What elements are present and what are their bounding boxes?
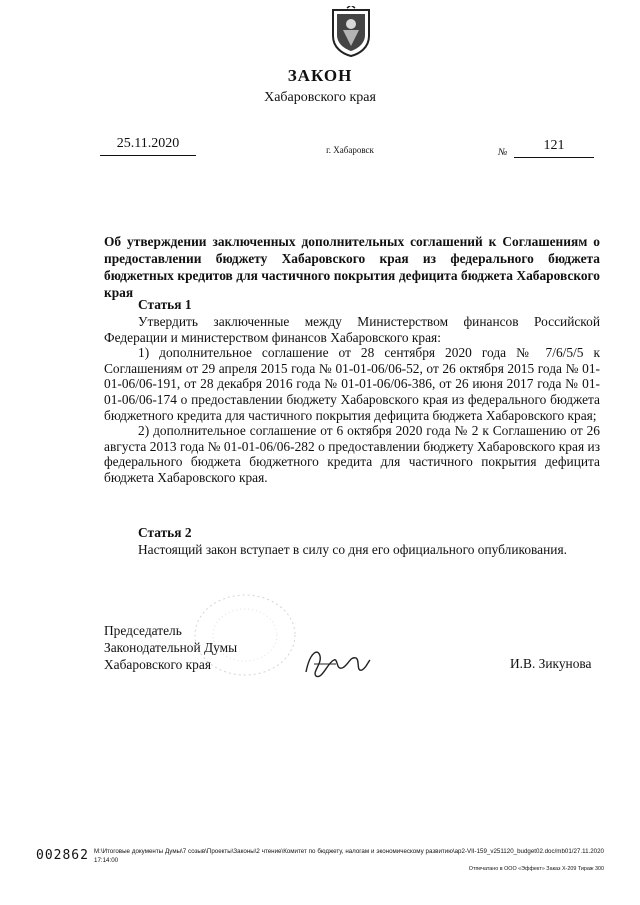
article-2-heading: Статья 2 (138, 525, 192, 540)
signatory-line: Председатель (104, 623, 182, 638)
article-1-paragraph: 2) дополнительное соглашение от 6 октября 2020 года № 2 к Соглашению от 26 августа 2013 года № 01-01-06/06-282 о предоставлении бюджету Хабаровского края из федерального бюджета бюджетного кредита для частичного покрытия дефицита бюджета Хабаровского края. (104, 423, 600, 485)
footer-file-path: M:\Итоговые документы Думы\7 созыв\Проекты\Законы\2 чтение\Комитет по бюджету, налогам и экономическому развитию\ap2-VII-159_v251120_budget02.doc/mb01/27.11.2020 17:14:00 (94, 848, 604, 864)
number-underline (514, 157, 594, 158)
number-sign: № (498, 147, 508, 158)
footer-doc-number: 002862 (36, 848, 89, 863)
law-title: Об утверждении заключенных дополнительных соглашений к Соглашениям о предоставлении бюджету Хабаровского края из федерального бюджета бюджетных кредитов для частичного покрытия дефицита бюджета Хабаровского края (104, 234, 600, 300)
signatory-line: Хабаровского края (104, 657, 211, 672)
document-subtitle: Хабаровского края (264, 90, 376, 105)
signatory-name: И.В. Зикунова (510, 656, 592, 671)
article-1-paragraph: 1) дополнительное соглашение от 28 сентября 2020 года № 7/6/5/5 к Соглашениям от 29 апреля 2015 года № 01-01-06/06-52, от 26 октября 2015 года № 01-01-06/06-191, от 28 декабря 2016 года № 01-01-06/06-386, от 26 июня 2017 года № 01-01-06/06-174 о предоставлении бюджету Хабаровского края из федерального бюджета бюджетного кредита для частичного покрытия дефицита бюджета Хабаровского края; (104, 345, 600, 423)
footer-print-info: Отпечатано в ООО «Эффект» Заказ Х-209 Тираж 300 (468, 866, 604, 872)
article-1-paragraph: Утвердить заключенные между Министерством финансов Российской Федерации и министерством финансов Хабаровского края: (104, 314, 600, 345)
article-1-heading: Статья 1 (138, 297, 192, 312)
handwritten-signature-icon (300, 642, 374, 682)
coat-of-arms-icon (327, 6, 375, 58)
law-date: 25.11.2020 (116, 136, 180, 151)
law-city: г. Хабаровск (326, 145, 374, 155)
document-title: ЗАКОН (287, 66, 353, 85)
signatory-position (104, 622, 237, 673)
article-2-paragraph: Настоящий закон вступает в силу со дня его официального опубликования. (138, 542, 567, 557)
signatory-line: Законодательной Думы (104, 640, 238, 655)
date-underline (100, 155, 196, 156)
law-number: 121 (543, 138, 565, 153)
article-1-body (104, 314, 600, 486)
article-2-body (104, 542, 600, 558)
